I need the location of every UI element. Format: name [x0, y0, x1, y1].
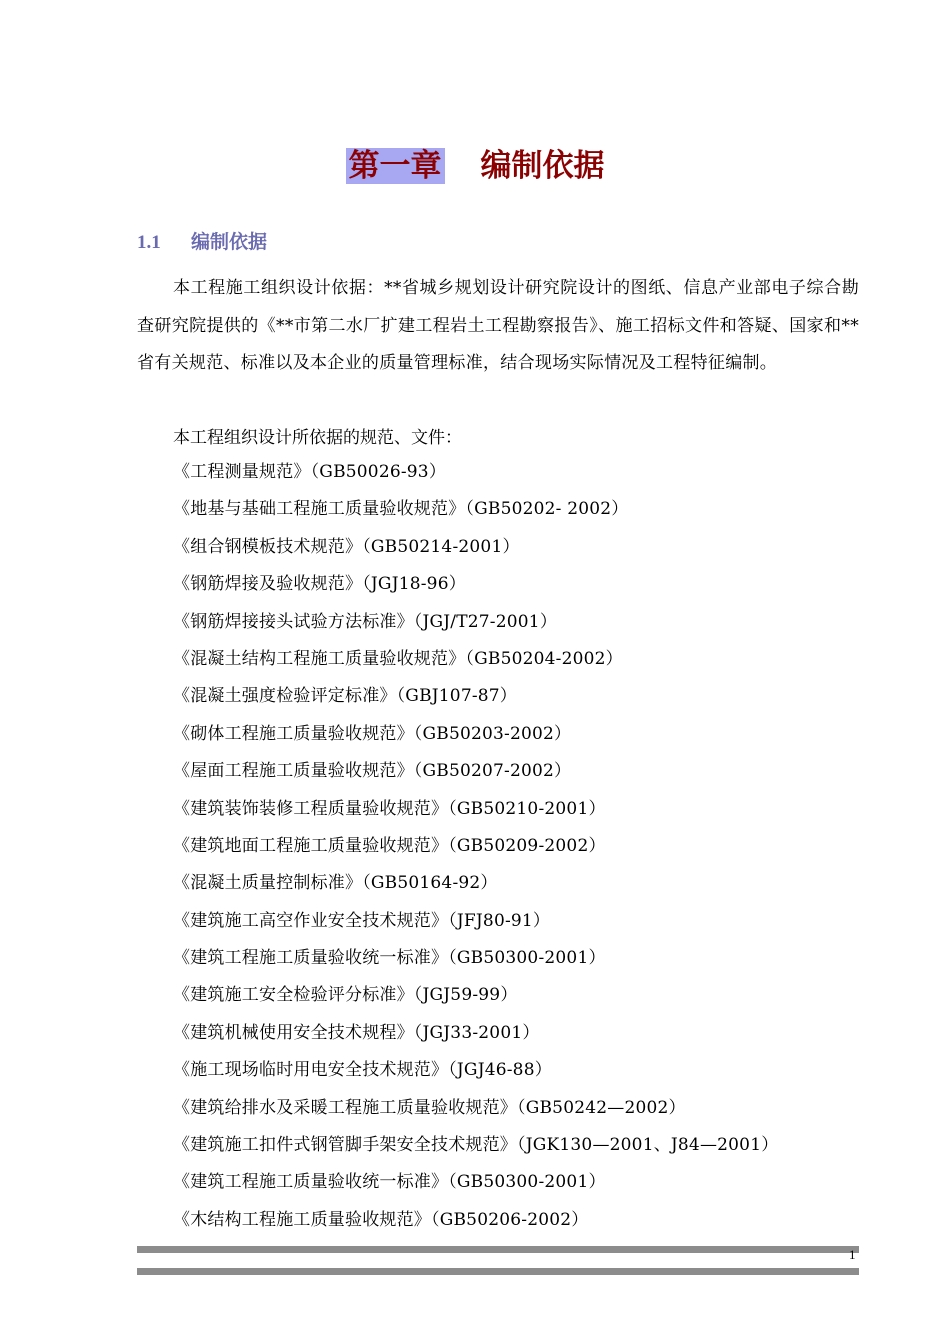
list-item: 《建筑施工扣件式钢管脚手架安全技术规范》（JGK130—2001、J84—2001）	[173, 1135, 779, 1156]
section-number: 1.1	[137, 232, 161, 253]
list-item: 《组合钢模板技术规范》（GB50214-2001）	[173, 536, 520, 557]
list-item: 《建筑地面工程施工质量验收规范》（GB50209-2002）	[173, 835, 606, 856]
list-item: 《工程测量规范》（GB50026-93）	[173, 462, 447, 482]
section-title: 编制依据	[191, 231, 268, 253]
list-item: 《混凝土结构工程施工质量验收规范》（GB50204-2002）	[173, 648, 623, 669]
list-item: 《建筑施工安全检验评分标准》（JGJ59-99）	[173, 985, 518, 1006]
list-item: 《建筑机械使用安全技术规程》（JGJ33-2001）	[173, 1022, 540, 1043]
list-item: 《地基与基础工程施工质量验收规范》（GB50202- 2002）	[173, 499, 629, 520]
footer-bar	[137, 1246, 859, 1253]
standards-list	[173, 454, 778, 1239]
chapter-number: 第一章	[346, 148, 445, 184]
list-item: 《施工现场临时用电安全技术规范》（JGJ46-88）	[173, 1060, 552, 1081]
footer-rule	[137, 1268, 859, 1275]
list-item: 《砌体工程施工质量验收规范》（GB50203-2002）	[173, 723, 572, 744]
intro-paragraph: 本工程施工组织设计依据：**省城乡规划设计研究院设计的图纸、信息产业部电子综合勘查研究院提供的《**市第二水厂扩建工程岩土工程勘察报告》、施工招标文件和答疑、国家和**省有关规范、标准以及本企业的质量管理标准，结合现场实际情况及工程特征编制。	[137, 278, 859, 373]
list-item: 《建筑工程施工质量验收统一标准》（GB50300-2001）	[173, 1172, 606, 1193]
list-item: 《屋面工程施工质量验收规范》（GB50207-2002）	[173, 761, 572, 782]
chapter-title	[0, 140, 950, 192]
list-item: 《混凝土质量控制标准》（GB50164-92）	[173, 873, 498, 894]
basis-intro-line: 本工程组织设计所依据的规范、文件：	[173, 428, 462, 448]
list-item: 《混凝土强度检验评定标准》（GBJ107-87）	[173, 686, 518, 707]
list-item: 《钢筋焊接接头试验方法标准》（JGJ/T27-2001）	[173, 611, 558, 632]
section-heading	[137, 228, 267, 257]
list-item: 《建筑施工高空作业安全技术规范》（JFJ80-91）	[173, 910, 551, 931]
list-item: 《建筑给排水及采暖工程施工质量验收规范》（GB50242—2002）	[173, 1097, 686, 1118]
list-item: 《钢筋焊接及验收规范》（JGJ18-96）	[173, 574, 466, 595]
chapter-title-text: 编制依据	[480, 148, 605, 184]
list-item: 《木结构工程施工质量验收规范》（GB50206-2002）	[173, 1209, 589, 1230]
list-item: 《建筑工程施工质量验收统一标准》（GB50300-2001）	[173, 948, 606, 969]
page-number: 1	[849, 1247, 856, 1262]
list-item: 《建筑装饰装修工程质量验收规范》（GB50210-2001）	[173, 798, 606, 819]
